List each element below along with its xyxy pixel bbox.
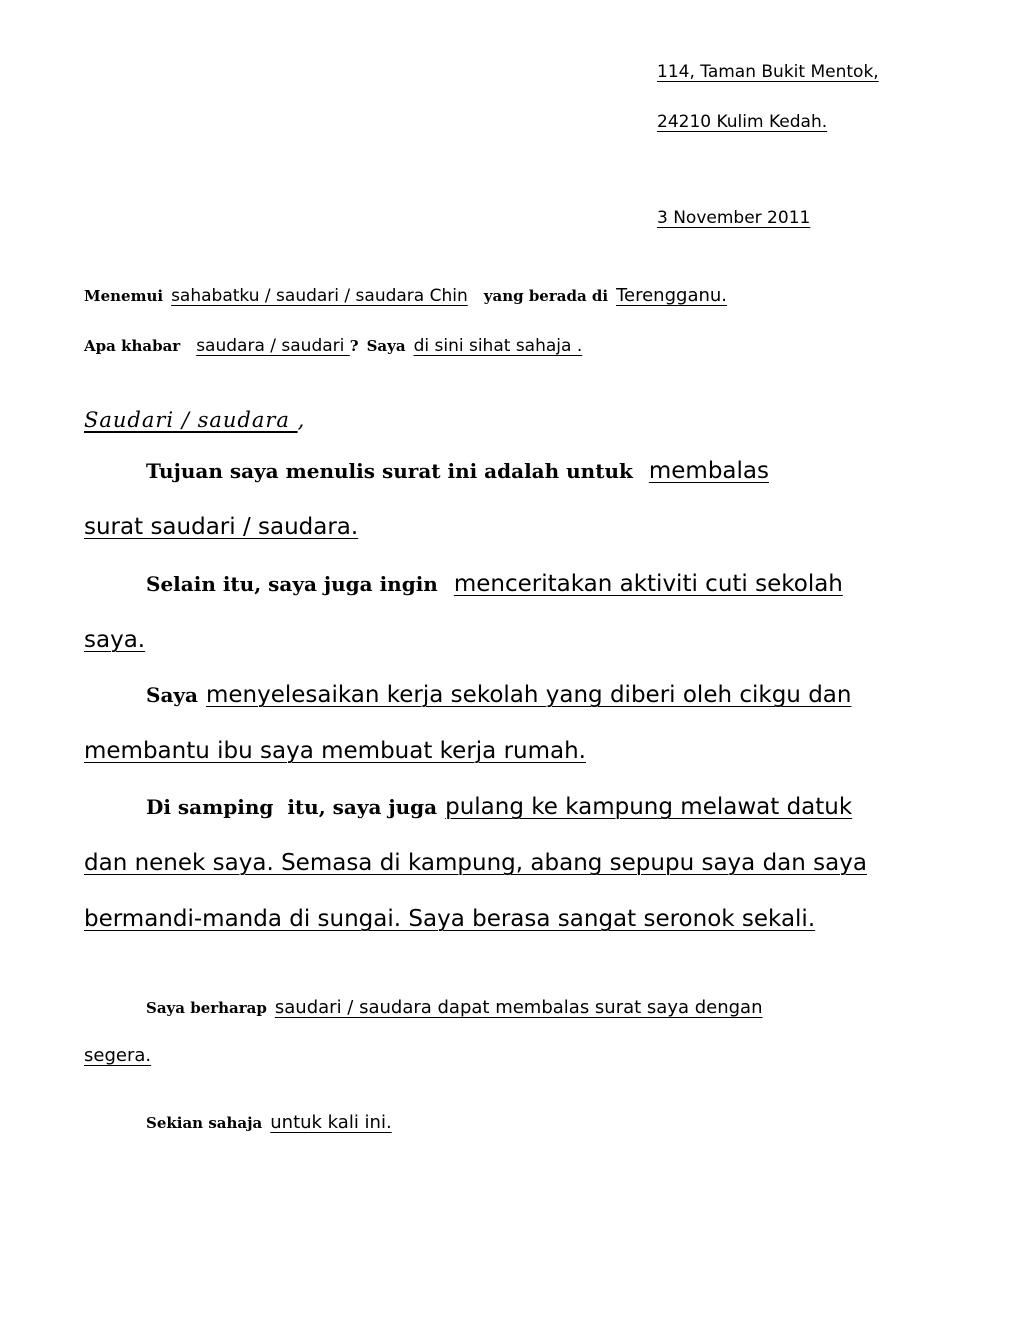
- paragraph-4-line-3: bermandi-manda di sungai. Saya berasa sangat seronok sekali.: [84, 906, 816, 932]
- paragraph-1-line-2: surat saudari / saudara.: [84, 514, 359, 540]
- paragraph-2-line-2: saya.: [84, 627, 146, 653]
- khabar-question-mark: ?: [349, 337, 359, 355]
- greeting-menemui-line: [84, 287, 727, 305]
- salutation: [84, 410, 304, 431]
- paragraph-2-line-1: [146, 573, 843, 596]
- p5-value-a: saudari / saudara dapat membalas surat saya dengan: [274, 997, 763, 1018]
- p2-value-a: menceritakan aktiviti cuti sekolah: [453, 571, 843, 597]
- p6-label: Sekian sahaja: [146, 1114, 263, 1132]
- greeting-khabar-line: [84, 337, 582, 355]
- p2-label: Selain itu, saya juga ingin: [146, 572, 438, 596]
- paragraph-4-line-2: dan nenek saya. Semasa di kampung, abang sepupu saya dan saya: [84, 850, 867, 876]
- letter-date: 3 November 2011: [657, 208, 811, 228]
- saya-value: di sini sihat sahaja .: [413, 336, 583, 356]
- saya-label: Saya: [366, 337, 406, 355]
- paragraph-6-line-1: [146, 1114, 392, 1132]
- address-line-2: 24210 Kulim Kedah.: [657, 112, 828, 132]
- paragraph-1-line-1: [146, 460, 769, 483]
- paragraph-3-line-2: membantu ibu saya membuat kerja rumah.: [84, 738, 586, 764]
- berada-label: yang berada di: [483, 287, 609, 305]
- p3-label: Saya: [146, 683, 198, 707]
- p1-value-a: membalas: [648, 458, 769, 484]
- berada-value: Terengganu.: [616, 285, 728, 306]
- menemui-value: sahabatku / saudari / saudara Chin: [171, 286, 468, 306]
- p1-label: Tujuan saya menulis surat ini adalah untuk: [146, 459, 633, 483]
- paragraph-3-line-1: [146, 684, 851, 707]
- salutation-text: Saudari / saudara: [84, 408, 298, 432]
- p6-value: untuk kali ini.: [270, 1112, 392, 1133]
- paragraph-5-line-2: segera.: [84, 1045, 152, 1066]
- p4-label: Di samping itu, saya juga: [146, 795, 438, 819]
- menemui-label: Menemui: [84, 287, 164, 305]
- address-line-1: 114, Taman Bukit Mentok,: [657, 62, 879, 82]
- paragraph-4-line-1: [146, 796, 852, 819]
- khabar-label: Apa khabar: [84, 337, 181, 355]
- p4-value-a: pulang ke kampung melawat datuk: [445, 794, 853, 820]
- khabar-value: saudara / saudari: [196, 336, 350, 356]
- paragraph-5-line-1: [146, 999, 763, 1017]
- p3-value-a: menyelesaikan kerja sekolah yang diberi oleh cikgu dan: [205, 682, 852, 708]
- salutation-comma: ,: [297, 408, 305, 432]
- p5-label: Saya berharap: [146, 999, 267, 1017]
